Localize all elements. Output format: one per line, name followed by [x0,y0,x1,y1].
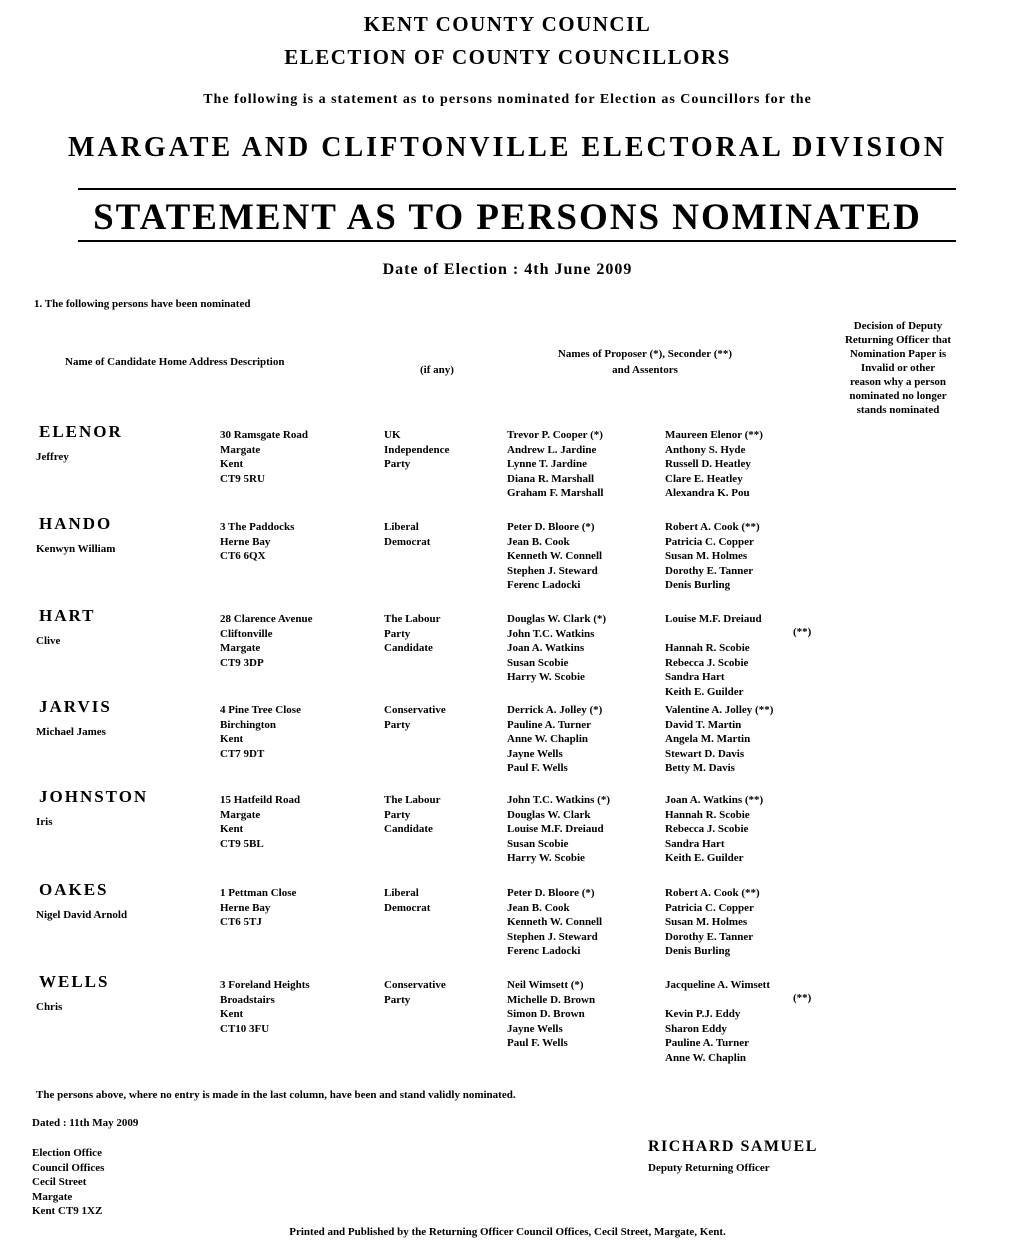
address-line: Margate [220,808,261,821]
proposer-name: Jean B. Cook [507,535,570,548]
candidate-forenames: Iris [36,816,53,828]
decision-header-line: reason why a person [849,376,947,388]
printed-by: Printed and Published by the Returning Officer Council Offices, Cecil Street, Margate, Kent. [289,1226,726,1238]
seconder-name: Patricia C. Copper [665,901,754,914]
address-line: CT6 5TJ [220,916,262,928]
candidate-address [220,978,310,1036]
description-line: Liberal [384,887,419,899]
proposer-name: Susan Scobie [507,656,569,669]
office-address-line: Election Office [32,1147,102,1159]
seconder-name: Denis Burling [665,579,731,591]
candidate-address [220,612,312,670]
proposer-name: Harry W. Scobie [507,852,585,864]
address-line: Broadstairs [220,993,275,1006]
seconder-marker: (**) [793,992,812,1004]
proposer-name: Michelle D. Brown [507,993,596,1006]
seconders-list [665,793,763,866]
proposer-name: Pauline A. Turner [507,718,592,731]
address-line: 30 Ramsgate Road [220,429,308,441]
proposers-list [507,703,602,776]
proposer-name: Lynne T. Jardine [507,458,587,470]
proposers-list [507,428,603,501]
office-address [32,1146,104,1219]
candidate-surname: JOHNSTON [39,787,149,806]
candidate-description [384,886,430,915]
proposer-name: Neil Wimsett (*) [507,979,584,991]
seconders-list [665,978,770,1065]
candidate-surname: ELENOR [39,422,123,441]
proposer-name: Kenneth W. Connell [507,916,603,928]
proposers-column-header [500,347,790,377]
candidate-forenames: Clive [36,635,61,647]
candidate-description [384,428,449,472]
seconder-name [665,627,762,642]
proposer-name: John T.C. Watkins (*) [507,794,611,806]
seconder-name: Russell D. Heatley [665,458,751,470]
candidate-surname: WELLS [39,972,110,991]
candidate-surname: HART [39,606,96,625]
seconder-name: Robert A. Cook (**) [665,887,760,899]
seconders-list [665,428,763,501]
proposers-list [507,793,610,866]
seconder-name: Stewart D. Davis [665,747,745,760]
decision-header-line: Returning Officer that [844,334,952,346]
seconder-name: Denis Burling [665,945,731,957]
address-line: Margate [220,642,261,654]
proposer-name: Jean B. Cook [507,901,570,914]
address-line: CT7 9DT [220,747,265,760]
address-line: 3 Foreland Heights [220,979,310,991]
proposers-list [507,886,602,959]
candidate-forenames: Michael James [36,726,106,738]
candidate-forenames: Kenwyn William [36,543,116,555]
address-line: CT6 6QX [220,550,266,562]
validity-statement: The persons above, where no entry is made in the last column, have been and stand validly nominated. [36,1089,516,1101]
office-address-line: Council Offices [32,1161,105,1174]
candidate-address [220,428,308,486]
address-line: Kent [220,1008,244,1020]
address-line: 15 Hatfeild Road [220,794,301,806]
seconders-list [665,520,760,593]
seconder-name: Angela M. Martin [665,733,751,745]
proposer-name: Jayne Wells [507,747,563,760]
address-line: Kent [220,733,244,745]
proposer-name: Stephen J. Steward [507,564,598,577]
seconder-name: Betty M. Davis [665,762,735,774]
proposers-header-line: and Assentors [612,364,678,376]
proposer-name: Trevor P. Cooper (*) [507,429,603,441]
description-line: Party [384,718,411,731]
seconder-name: Hannah R. Scobie [665,808,750,821]
seconder-name: Valentine A. Jolley (**) [665,704,774,716]
address-line: CT10 3FU [220,1022,270,1035]
proposer-name: Stephen J. Steward [507,930,598,943]
proposers-header-line: Names of Proposer (*), Seconder (**) [557,348,733,360]
proposer-name: Jayne Wells [507,1022,563,1035]
seconder-name: Rebecca J. Scobie [665,656,749,669]
council-title: KENT COUNTY COUNCIL [363,12,652,36]
candidate-forenames: Nigel David Arnold [36,909,128,921]
description-line: Democrat [384,535,431,548]
address-line: Kent [220,458,244,470]
proposer-name: Susan Scobie [507,837,569,850]
candidate-address [220,703,301,761]
address-line: 3 The Paddocks [220,521,295,533]
proposer-name: Peter D. Bloore (*) [507,887,595,899]
proposer-name: Joan A. Watkins [507,642,585,654]
candidate-description [384,612,441,656]
proposers-list [507,612,606,685]
proposer-name: Kenneth W. Connell [507,550,603,562]
seconder-name: Keith E. Guilder [665,852,744,864]
proposer-name: Louise M.F. Dreiaud [507,823,604,835]
candidate-surname: JARVIS [39,697,112,716]
proposer-name: Douglas W. Clark [507,808,591,821]
description-line: Conservative [384,704,446,716]
seconders-list [665,612,762,699]
dated-text: Dated : 11th May 2009 [32,1117,139,1129]
proposers-list [507,978,595,1051]
office-address-line: Cecil Street [32,1176,87,1188]
proposer-name: Derrick A. Jolley (*) [507,704,603,716]
officer-title: Deputy Returning Officer [648,1162,770,1174]
description-line: Conservative [384,979,446,991]
description-line: Party [384,808,411,821]
seconder-name: Dorothy E. Tanner [665,564,754,577]
address-line: Cliftonville [220,627,273,640]
proposer-name: Andrew L. Jardine [507,443,597,456]
seconder-name: Jacqueline A. Wimsett [665,979,771,991]
seconder-name: Sandra Hart [665,837,725,850]
address-line: 28 Clarence Avenue [220,613,313,625]
description-line: Democrat [384,901,431,914]
seconder-name: Kevin P.J. Eddy [665,1008,741,1020]
address-line: CT9 3DP [220,656,264,669]
seconder-name: Alexandra K. Pou [665,487,750,499]
description-line: Liberal [384,521,419,533]
seconder-name: Sharon Eddy [665,1022,727,1035]
decision-header-line: Decision of Deputy [853,320,943,332]
address-line: 4 Pine Tree Close [220,704,301,716]
proposer-name: Simon D. Brown [507,1008,585,1020]
seconder-name: Sandra Hart [665,671,725,683]
decision-header-line: Nomination Paper is [849,348,947,360]
division-title: MARGATE AND CLIFTONVILLE ELECTORAL DIVISION [68,132,947,163]
description-line: Party [384,627,411,640]
seconder-name: Clare E. Heatley [665,472,743,485]
seconder-name: Anthony S. Hyde [665,443,746,456]
proposer-name: Paul F. Wells [507,1037,568,1049]
proposer-name: Ferenc Ladocki [507,579,581,591]
bottom-rule [78,240,956,242]
candidate-description [384,703,446,732]
proposer-name: Paul F. Wells [507,762,568,774]
seconder-name: Pauline A. Turner [665,1037,750,1049]
proposer-name: Ferenc Ladocki [507,945,581,957]
address-line: Margate [220,443,261,456]
seconder-name: Anne W. Chaplin [665,1051,747,1064]
candidate-surname: OAKES [39,880,109,899]
description-line: The Labour [384,794,441,806]
date-of-election: Date of Election : 4th June 2009 [382,261,633,278]
intro-text: The following is a statement as to persons nominated for Election as Councillors for the [203,92,812,107]
address-line: Birchington [220,718,277,731]
proposer-name: Diana R. Marshall [507,472,595,485]
seconder-name: Joan A. Watkins (**) [665,794,764,806]
seconder-name: Maureen Elenor (**) [665,429,763,441]
top-rule [78,188,956,190]
description-line: Party [384,993,411,1006]
officer-name: RICHARD SAMUEL [648,1138,818,1155]
seconder-name: Keith E. Guilder [665,685,744,698]
address-line: CT9 5BL [220,837,264,850]
proposer-name: Graham F. Marshall [507,487,604,499]
decision-header-line: stands nominated [856,404,940,416]
proposer-name: Peter D. Bloore (*) [507,521,595,533]
section-label: 1. The following persons have been nominated [34,298,251,310]
seconder-name [665,993,770,1008]
statement-title: STATEMENT AS TO PERSONS NOMINATED [93,197,922,238]
seconder-name: Susan M. Holmes [665,916,748,928]
election-title: ELECTION OF COUNTY COUNCILLORS [284,45,731,69]
proposer-name: John T.C. Watkins [507,627,595,640]
seconder-name: Patricia C. Copper [665,535,754,548]
proposer-name: Anne W. Chaplin [507,733,589,745]
description-line: Candidate [384,823,433,835]
seconder-name: Susan M. Holmes [665,550,748,562]
description-line: Party [384,458,411,470]
address-line: Herne Bay [220,901,271,914]
description-line: Candidate [384,642,433,654]
candidate-description [384,793,441,837]
seconder-name: Rebecca J. Scobie [665,823,749,835]
seconder-name: Hannah R. Scobie [665,642,750,654]
address-line: Kent [220,823,244,835]
candidate-description [384,520,430,549]
if-any-column-header: (if any) [420,364,454,376]
candidate-address [220,793,300,851]
seconders-list [665,886,760,959]
candidate-forenames: Chris [36,1001,63,1013]
seconder-marker: (**) [793,626,812,638]
candidate-address [220,520,294,564]
office-address-line: Margate [32,1190,73,1203]
office-address-line: Kent CT9 1XZ [32,1205,103,1217]
seconder-name: David T. Martin [665,718,742,731]
proposer-name: Harry W. Scobie [507,671,585,683]
proposer-name: Douglas W. Clark (*) [507,613,607,625]
address-line: CT9 5RU [220,472,265,485]
proposers-list [507,520,602,593]
description-line: The Labour [384,613,441,625]
description-line: Independence [384,443,450,456]
candidate-surname: HANDO [39,514,113,533]
seconders-list [665,703,773,776]
decision-column-header [833,319,963,417]
seconder-name: Louise M.F. Dreiaud [665,613,762,625]
candidate-column-header: Name of Candidate Home Address Description [65,356,285,368]
seconder-name: Robert A. Cook (**) [665,521,760,533]
address-line: Herne Bay [220,535,271,548]
seconder-name: Dorothy E. Tanner [665,930,754,943]
candidate-address [220,886,296,930]
candidate-description [384,978,446,1007]
address-line: 1 Pettman Close [220,887,297,899]
description-line: UK [384,429,401,441]
candidate-forenames: Jeffrey [36,451,69,463]
decision-header-line: Invalid or other [860,362,936,374]
decision-header-line: nominated no longer [849,390,947,402]
